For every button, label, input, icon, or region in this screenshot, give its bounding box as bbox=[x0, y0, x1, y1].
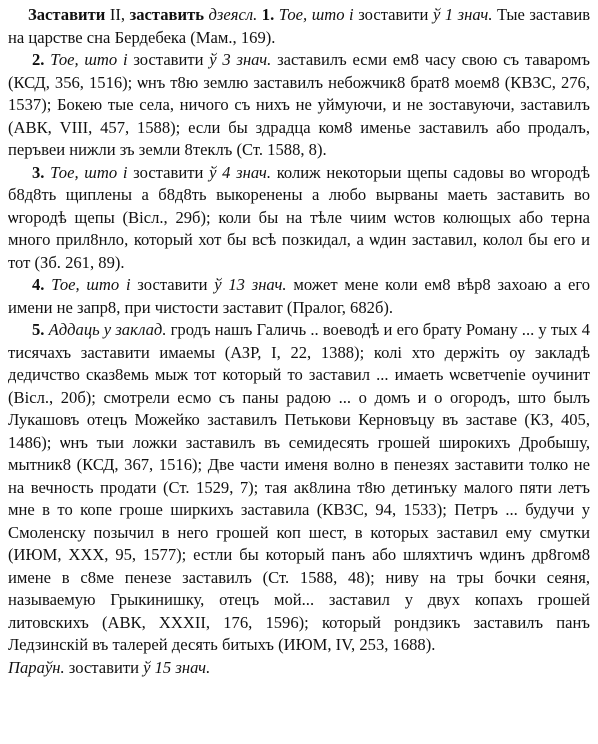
text-run: заставить bbox=[129, 5, 205, 24]
text-run: зоставити bbox=[64, 657, 144, 677]
sense-intro bbox=[8, 4, 590, 49]
text-run: II, bbox=[105, 5, 130, 24]
text-run: зоставити bbox=[130, 275, 215, 294]
sense-3 bbox=[8, 162, 590, 275]
text-run: 1. bbox=[261, 5, 279, 24]
text-run: 2. bbox=[32, 50, 51, 69]
text-run: Тое, што і bbox=[278, 5, 354, 24]
sense-2 bbox=[8, 49, 590, 162]
text-run: заставилъ есми ем8 часу свою съ таваромъ (КСД, 356, 1516); ѡнъ т8ю землю заставилъ небожчик8 брат8 моем8 (КВЗС, 276, 1537); Бокею тые села, ничого съ нихъ не уймуючи, и не зоставуючи, заставилъ (АВК, VIII, 457, 1588); если бы здрадца ком8 именье заставилъ або продалъ, перъвеи нижли зъ земли 8теклъ (Ст. 1588, 8). bbox=[8, 50, 591, 159]
text-run: ў 15 знач. bbox=[143, 657, 211, 677]
text-run: зоставити bbox=[127, 162, 210, 182]
sense-5 bbox=[8, 319, 590, 657]
text-run: Тое, што і bbox=[50, 162, 128, 182]
text-run: Тое, што і bbox=[51, 275, 131, 294]
text-run: Тое, што і bbox=[50, 50, 128, 69]
text-run: зоставити bbox=[353, 5, 433, 24]
text-run: ў 1 знач. bbox=[432, 5, 493, 24]
cross-reference bbox=[8, 657, 590, 680]
text-run: 4. bbox=[32, 275, 52, 294]
text-run: Аддаць у заклад. bbox=[48, 320, 167, 339]
sense-4 bbox=[8, 274, 590, 319]
text-run: гродъ нашъ Галичь .. воеводѣ и его брату Роману ... у тых 4 тисячахъ заставити имаемы (АЗР, І, 22, 1388); колі хто держіть оу закладѣ дедичство сказ8емь мыж тот который то заставил ... имаеть ѡсветчеnie оучинит (Вісл., 20б); смотрели есмо съ паны радою ... о домъ и о огородъ, што былъ Лукашовъ отецъ Можейко заставилъ Петькови Керновъцу въ заставе (КЗ, 405, 1486); ѡнъ тыи ложки заставилъ въ семидесять грошей широкихъ Дробышу, мытник8 (КСД, 367, 1516); Две части именя волно в пенезях заставити толко не на вечность продати (Ст. 1529, 7); тая ак8лина т8ю детинъку малого пяти летъ мне в то копе гроше ширкихъ заставила (КВЗС, 94, 1533); Петръ ... будучи у Смоленску позычил в него грошей коп шест, в которых заставил ему смутки (ИЮМ, ХХХ, 95, 1577); естли бы который панъ або шляхтичъ ѡдинъ др8гом8 имене в с8ме пенезе заставилъ (Ст. 1588, 48); ниву на тры бочки сеяня, называемую Грыкинишку, отецъ мой... заставил у двух копахъ грошей литовскихъ (АВК, ХХХІІ, 176, 1596); который рондзикъ заставилъ панъ Ледзинскій въ талерей десять битыхъ (ИЮМ, IV, 253, 1688). bbox=[8, 320, 590, 654]
text-run: Заставити bbox=[28, 5, 106, 24]
text-run: 5. bbox=[32, 320, 49, 339]
text-run: Тые заставив на царстве сна Бердебека (Мам., 169). bbox=[8, 5, 591, 47]
text-run: Параўн. bbox=[8, 657, 65, 677]
text-run: зоставити bbox=[127, 50, 210, 69]
text-run: может мене коли ем8 вѣр8 захоаю а его имени не запр8, при чистости заставит (Пралог, 682б). bbox=[8, 275, 591, 317]
text-run: колиж некоторыи щепы садовы во ѡгородѣ б8д8ть щиплены а б8д8ть выкоренены а любо вырваны маеть заставить во ѡгородѣ щепы (Вісл., 29б); коли бы на тѣле чиим ѡстов колющых або терна много прил8нло, который хот бы всѣ позкидал, а ѡдин заставил, колол бы его и тот (Зб. 261, 89). bbox=[8, 162, 590, 272]
text-run: ў 13 знач. bbox=[214, 275, 287, 294]
text-run: ў 3 знач. bbox=[209, 50, 272, 69]
text-run: ў 4 знач. bbox=[209, 162, 271, 182]
text-run: дзеясл. bbox=[204, 5, 262, 24]
dictionary-entry bbox=[8, 4, 590, 679]
text-run: 3. bbox=[32, 162, 51, 182]
